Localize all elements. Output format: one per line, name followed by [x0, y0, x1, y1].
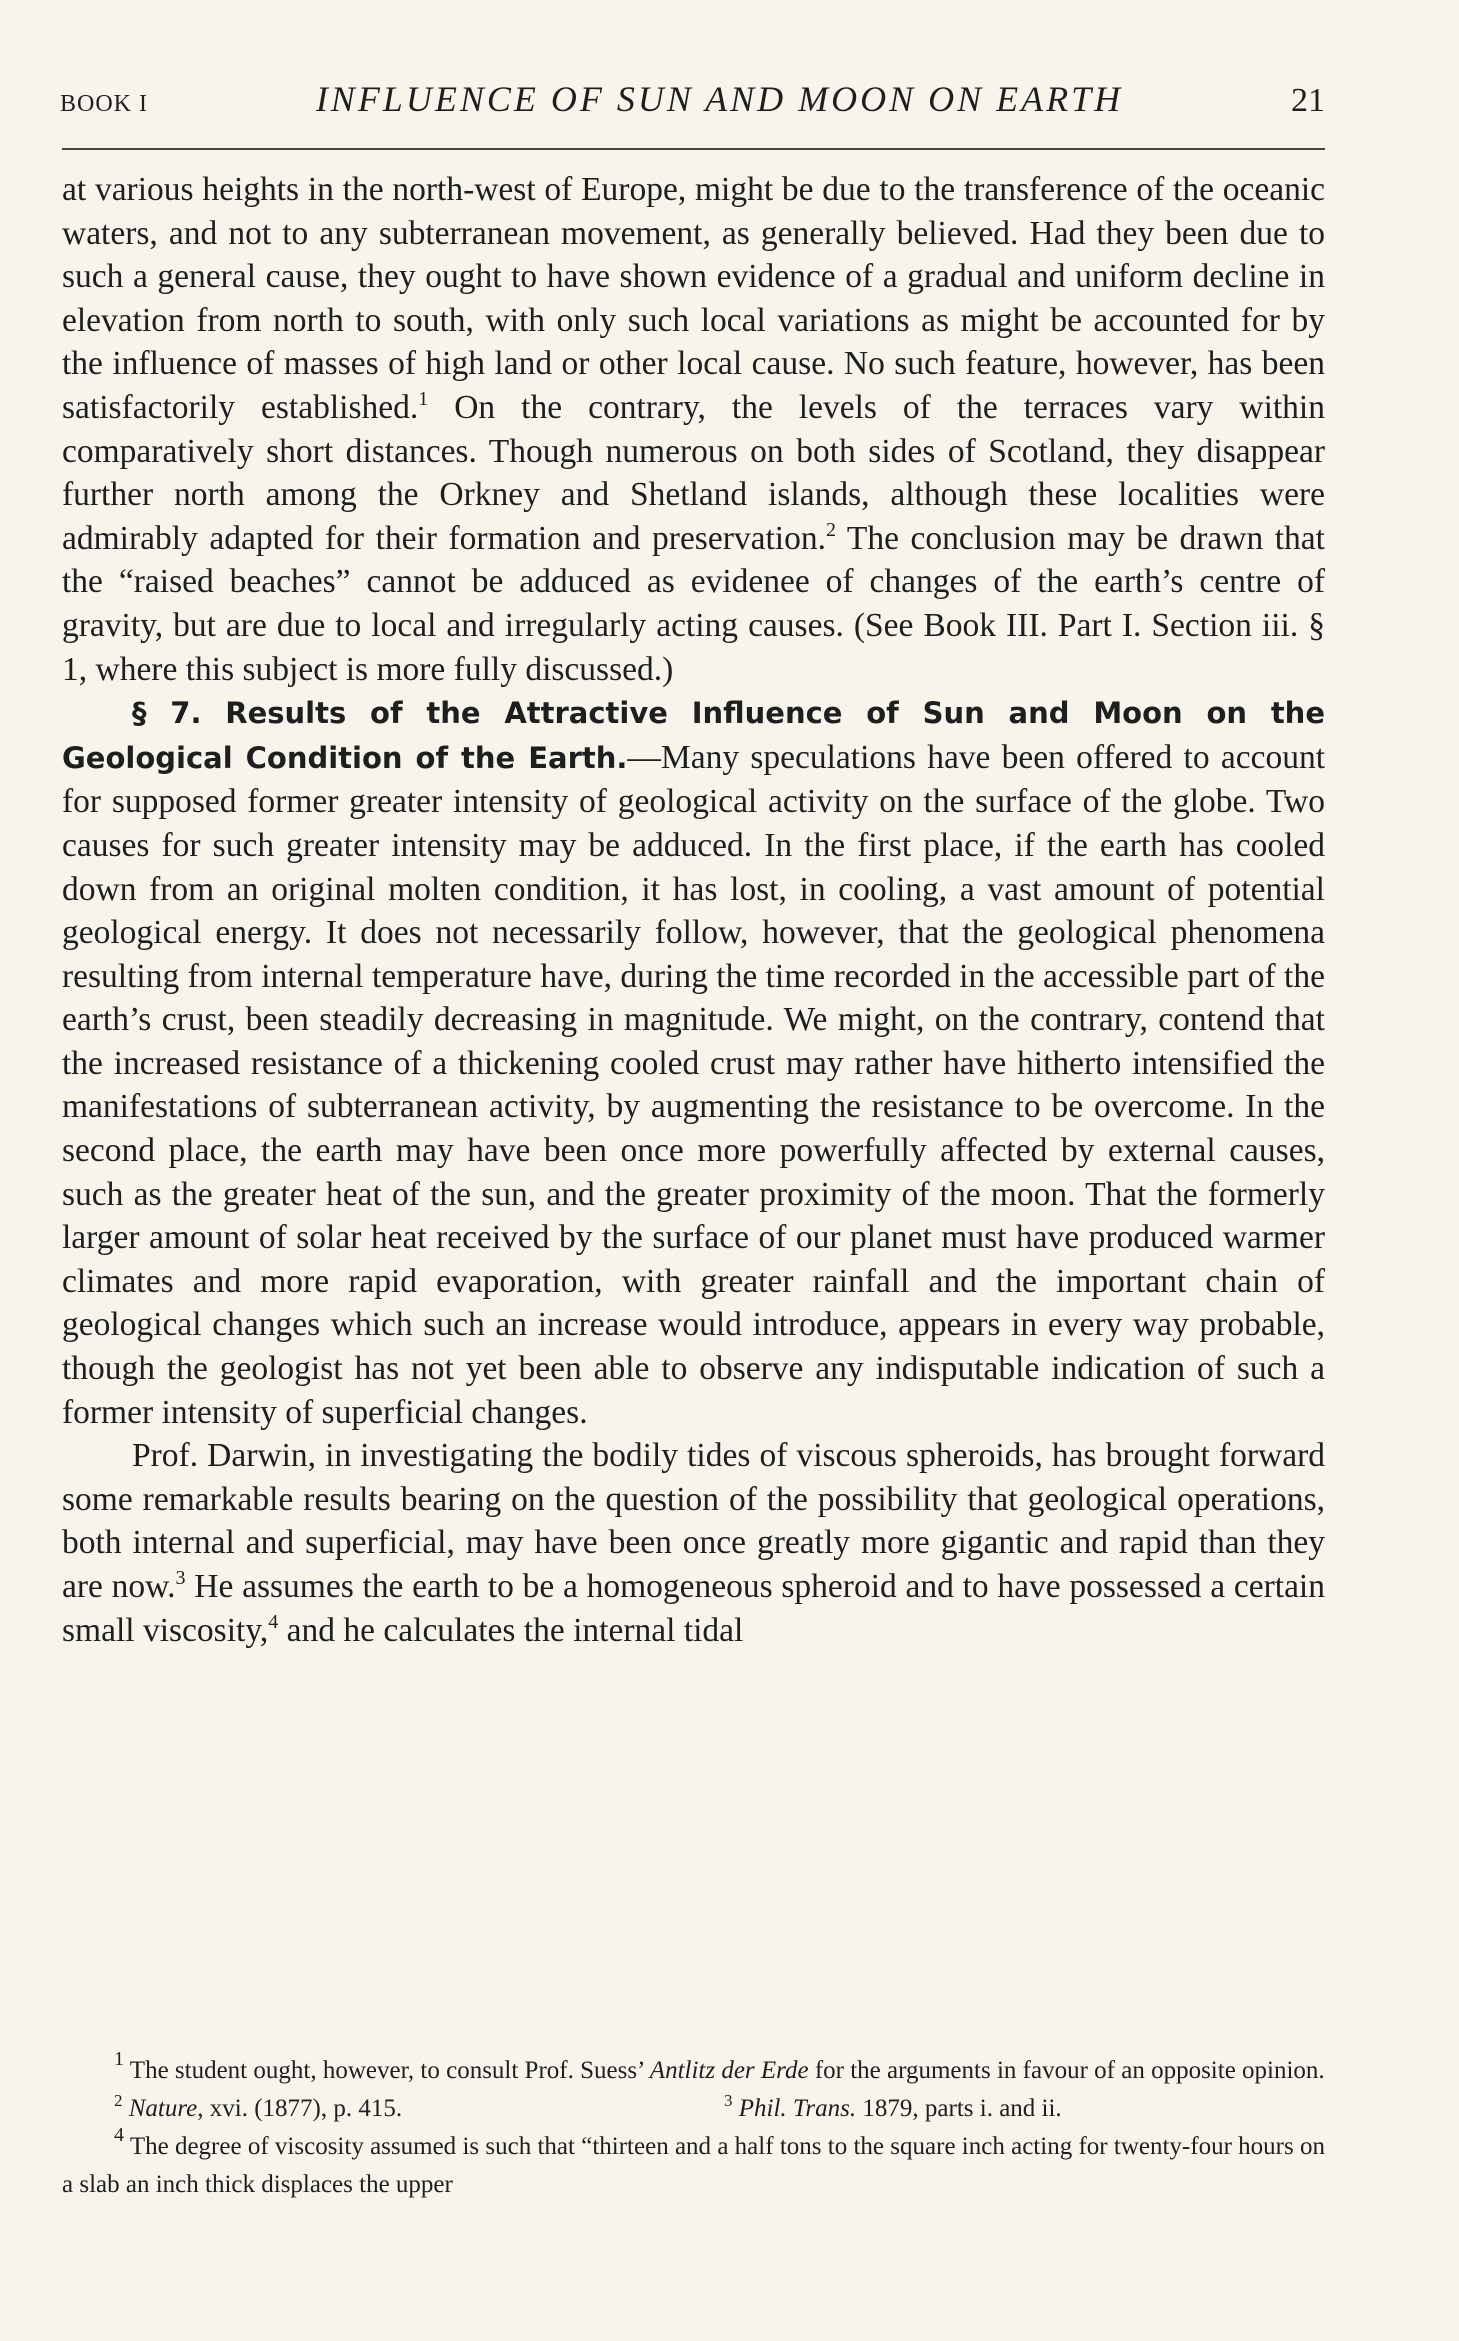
text-run: The student ought, however, to consult Prof. Suess’: [124, 2057, 650, 2084]
cited-work: Antlitz der Erde: [649, 2057, 809, 2084]
footnote-3: [724, 2090, 1062, 2128]
paragraph-darwin: [62, 1434, 1325, 1652]
footnote-mark: 1: [114, 2048, 124, 2070]
header-rule: [62, 148, 1325, 150]
page-number: 21: [1290, 82, 1325, 119]
footnote-ref: 3: [175, 1567, 186, 1589]
text-run: The degree of viscosity assumed is such that “thirteen and a half tons to the square inch acting for twenty-four hours on a slab an inch thick displaces the upper: [62, 2133, 1325, 2198]
footnote-2: [114, 2090, 724, 2128]
text-run: The conclusion may be drawn that the “raised beaches” cannot be adduced as evidenee of changes of the earth’s centre of gravity, but are due to local and irregularly acting causes. (See Book III. Part I. Section iii. § 1, where this subject is more fully discussed.): [62, 519, 1325, 688]
text-run: 1879, parts i. and ii.: [856, 2095, 1062, 2122]
text-run: at various heights in the north-west of Europe, might be due to the transference of the oceanic waters, and not to any subterranean movement, as generally believed. Had they been due to such a general cause, they ought to have shown evidence of a gradual and uniform decline in elevation from north to south, with only such local variations as might be accounted for by the influence of masses of high land or other local cause. No such feature, however, has been satisfactorily established.: [62, 171, 1325, 426]
running-title: INFLUENCE OF SUN AND MOON ON EARTH: [315, 79, 1124, 119]
footnote-ref: 2: [825, 518, 836, 541]
footnote-ref: 4: [268, 1610, 279, 1633]
running-header: [60, 78, 1325, 138]
cited-work: Phil. Trans.: [738, 2095, 857, 2122]
book-label: BOOK I: [60, 91, 148, 117]
footnote-1: [62, 2048, 1325, 2090]
text-run: —Many speculations have been offered to account for supposed former greater intensity of geological activity on the surface of the globe. Two causes for such greater intensity may be adduced. In the first place, if the earth has cooled down from an original molten condition, it has lost, in cooling, a vast amount of potential geological energy. It does not necessarily follow, however, that the geological phenomena resulting from internal temperature have, during the time recorded in the accessible part of the earth’s crust, been steadily decreasing in magnitude. We might, on the contrary, contend that the increased resistance of a thickening cooled crust may rather have hitherto intensified the manifestations of subterranean activity, by augmenting the resistance to be overcome. In the second place, the earth may have been once more powerfully affected by external causes, such as the greater heat of the sun, and the greater proximity of the moon. That the formerly larger amount of solar heat received by the surface of our planet must have produced warmer climates and more rapid evaporation, with greater rainfall and the important chain of geological changes which such an increase would introduce, appears in every way probable, though the geologist has not yet been able to observe any indisputable indication of such a former intensity of superficial changes.: [62, 738, 1326, 1431]
cited-work: Nature: [128, 2095, 198, 2122]
footnote-ref: 1: [418, 387, 429, 410]
footnote-4: [62, 2124, 1325, 2204]
text-run: , xvi. (1877), p. 415.: [197, 2095, 403, 2122]
section-heading: § 7. Results of the Attractive Influence of Sun and Moon on the Geological Condition of the Earth.: [62, 696, 1325, 775]
footnote-mark: 2: [114, 2091, 123, 2110]
text-run: On the contrary, the levels of the terraces vary within comparatively short distances. Though numerous on both sides of Scotland, they disappear further north among the Orkney and Shetland islands, although these localities were admirably adapted for their formation and preservation.: [62, 388, 1325, 557]
text-run: Prof. Darwin, in investigating the bodily tides of viscous spheroids, has brought forward some remarkable results bearing on the question of the possibility that geological operations, both internal and superficial, may have been once greatly more gigantic and rapid than they are now.: [62, 1437, 1325, 1605]
text-run: for the arguments in favour of an opposite opinion.: [808, 2057, 1325, 2084]
paragraph-raised-beaches: [62, 168, 1325, 691]
footnote-mark: 3: [724, 2091, 733, 2110]
footnote-row: [62, 2090, 1325, 2128]
footnote-mark: 4: [114, 2124, 124, 2146]
text-run: He assumes the earth to be a homogeneous spheroid and to have possessed a certain small viscosity,: [62, 1568, 1325, 1649]
paragraph-section-7: [62, 691, 1325, 1434]
main-text: [62, 168, 1325, 1652]
footnotes: [62, 2048, 1325, 2204]
text-run: and he calculates the internal tidal: [278, 1611, 744, 1649]
